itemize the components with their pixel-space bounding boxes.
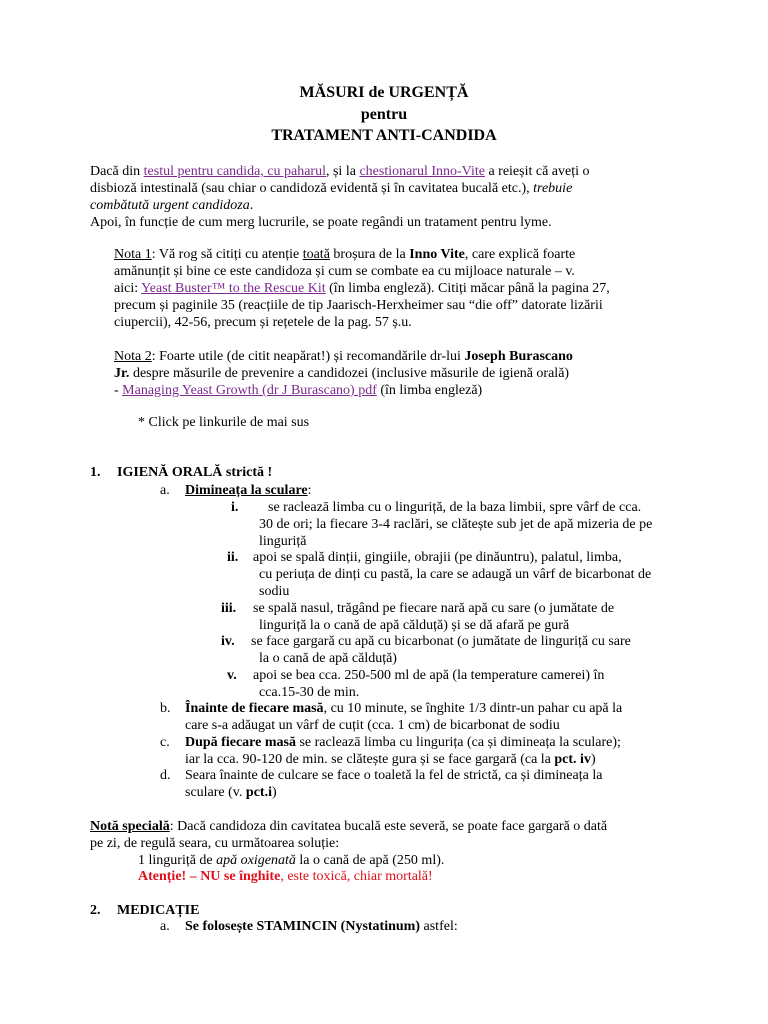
link-yeast-buster[interactable]: Yeast Buster™ to the Rescue Kit	[141, 281, 326, 296]
subitem-iv-line1: se face gargară cu apă cu bicarbonat (o jumătate de linguriță cu sare	[251, 634, 631, 649]
note-text: (în limba engleză). Citiți măcar până la pagina 27,	[325, 281, 610, 296]
note-text: amănunțit și bine ce este candidoza și cum se combate ea cu mijloace naturale – v.	[114, 264, 575, 279]
item-b-text: , cu 10 minute, se înghite 1/3 dintr-un pahar cu apă la	[323, 701, 623, 716]
section-2-title: MEDICAȚIE	[117, 903, 200, 918]
subitem-ii-label: ii.	[227, 550, 239, 565]
subitem-iv-label: iv.	[221, 634, 235, 649]
note-text: broșura de la	[329, 247, 410, 262]
item-c-heading: După fiecare masă	[185, 735, 296, 750]
note-2	[114, 348, 674, 399]
subitem-v-line2: cca.15-30 de min.	[259, 685, 360, 700]
note-emphasis: toată	[302, 247, 330, 262]
item-d-text: )	[271, 785, 277, 800]
link-managing-yeast[interactable]: Managing Yeast Growth (dr J Burascano) pdf	[122, 383, 377, 398]
warning-text: , este toxică, chiar mortală!	[280, 869, 433, 884]
link-questionnaire[interactable]: chestionarul Inno-Vite	[359, 164, 485, 179]
item-c-text: )	[590, 752, 596, 767]
intro-emphasis: trebuie	[533, 181, 573, 196]
item-d-line2	[185, 784, 277, 801]
subitem-ii-line1: apoi se spală dinții, gingiile, obrajii (pe dinăuntru), palatul, limba,	[253, 550, 622, 565]
sec2-item-a-text: astfel:	[420, 919, 458, 934]
special-note-warning	[138, 868, 433, 885]
item-c-line2	[185, 751, 596, 768]
subitem-iv-line2: la o cană de apă călduță)	[259, 651, 397, 666]
item-a-title	[185, 482, 312, 499]
special-note-solution	[138, 852, 444, 869]
note-text: aici:	[114, 281, 142, 296]
subitem-i-label: i.	[231, 500, 239, 515]
subitem-i-line3: linguriță	[259, 534, 307, 549]
item-b-line1	[185, 700, 622, 717]
item-c-ref: pct. iv	[554, 752, 591, 767]
special-note-text: : Dacă candidoza din cavitatea bucală este severă, se poate face gargară o dată	[169, 819, 608, 834]
special-note-label: Notă specială	[90, 819, 170, 834]
doc-title-line3: TRATAMENT ANTI-CANDIDA	[271, 127, 497, 144]
note-text: (în limba engleză)	[376, 383, 483, 398]
special-note	[90, 818, 710, 852]
intro-text: Dacă din	[90, 164, 144, 179]
intro-paragraph	[90, 163, 690, 231]
note-text: , care explică foarte	[464, 247, 576, 262]
note-text: precum și paginile 35 (reacțiile de tip Jaarisch-Herxheimer sau “die off” datorate lizării	[114, 298, 603, 313]
note-text: : Vă rog să citiți cu atenție	[151, 247, 303, 262]
subitem-ii-line3: sodiu	[259, 584, 290, 599]
subitem-i-line1: se racleazā limba cu o linguriță, de la baza limbii, spre vârf de cca.	[268, 500, 642, 515]
note-text: : Foarte utile (de citit neapărat!) și recomandările dr-lui	[151, 349, 465, 364]
item-d-ref: pct.i	[245, 785, 272, 800]
item-b-label: b.	[160, 701, 171, 716]
item-b-heading: Înainte de fiecare masă	[185, 701, 324, 716]
subitem-v-line1: apoi se bea cca. 250-500 ml de apă (la temperature camerei) în	[253, 668, 605, 683]
special-note-text: 1 linguriță de	[138, 853, 217, 868]
subitem-v-label: v.	[227, 668, 237, 683]
subitem-iii-line1: se spală nasul, trăgând pe fiecare nară apă cu sare (o jumătate de	[253, 601, 615, 616]
click-links-note: * Click pe linkurile de mai sus	[138, 415, 310, 430]
note-1-label: Nota 1	[114, 247, 152, 262]
subitem-i-line2: 30 de ori; la fiecare 3-4 raclări, se clătește sub jet de apă mizeria de pe	[259, 517, 653, 532]
note-1	[114, 246, 674, 331]
subitem-ii-line2: cu periuța de dinți cu pastă, la care se adaugă un vârf de bicarbonat de	[259, 567, 652, 582]
intro-emphasis: combătută urgent candidoza	[90, 198, 250, 213]
intro-text: disbioză intestinală (sau chiar o candidoză evidentă și în cavitatea bucală etc.),	[90, 181, 534, 196]
doc-title-line1: MĂSURI de URGENȚĂ	[299, 84, 469, 101]
intro-text: .	[249, 198, 254, 213]
item-d-label: d.	[160, 768, 171, 783]
note-text: despre măsurile de prevenire a candidozei (inclusive măsurile de igienă orală)	[129, 366, 570, 381]
doc-title-line2: pentru	[360, 106, 408, 123]
item-a-label: a.	[160, 483, 170, 498]
intro-lyme-line: Apoi, în funcție de cum merg lucrurile, se poate regândi un tratament pentru lyme.	[90, 215, 552, 230]
item-a-heading: Dimineața la sculare	[185, 483, 308, 498]
item-c-text: se racleazā limba cu lingurița (ca și dimineața la sculare);	[295, 735, 621, 750]
sec2-item-a-heading: Se folosește STAMINCIN (Nystatinum)	[185, 919, 421, 934]
special-note-substance: apă oxigenată	[216, 853, 296, 868]
intro-text: , și la	[325, 164, 360, 179]
special-note-text: pe zi, de regulă seara, cu următoarea soluție:	[90, 836, 340, 851]
item-d-line1: Seara înainte de culcare se face o toaletă la fel de strictă, ca și dimineața la	[185, 768, 603, 783]
intro-text: a reieșit că aveți o	[484, 164, 590, 179]
sec2-item-a-line	[185, 918, 458, 935]
section-2-number: 2.	[90, 903, 101, 918]
item-c-label: c.	[160, 735, 170, 750]
note-2-label: Nota 2	[114, 349, 152, 364]
sec2-item-a-label: a.	[160, 919, 170, 934]
warning-emphasis: Atenție! – NU se înghite	[138, 869, 281, 884]
item-d-text: sculare (v.	[185, 785, 246, 800]
item-c-text: iar la cca. 90-120 de min. se clătește gura și se face gargară (ca la	[185, 752, 555, 767]
section-1-title: IGIENĂ ORALĂ strictă !	[117, 465, 273, 480]
special-note-text: la o cană de apă (250 ml).	[295, 853, 445, 868]
note-text: ciupercii), 42-56, precum și rețetele de la pag. 57 ș.u.	[114, 315, 412, 330]
subitem-iii-line2: linguriță la o cană de apă călduță) și se dă afară pe gură	[259, 618, 570, 633]
link-candida-test[interactable]: testul pentru candida, cu paharul	[143, 164, 326, 179]
item-a-colon: :	[307, 483, 312, 498]
item-b-line2: care s-a adăugat un vârf de cuțit (cca. 1 cm) de bicarbonat de sodiu	[185, 718, 560, 733]
note-text: -	[114, 383, 123, 398]
note-brand: Inno Vite	[409, 247, 465, 262]
section-1-number: 1.	[90, 465, 101, 480]
note-author: Jr.	[114, 366, 130, 381]
item-c-line1	[185, 734, 621, 751]
note-author: Joseph Burascano	[464, 349, 573, 364]
subitem-iii-label: iii.	[221, 601, 237, 616]
